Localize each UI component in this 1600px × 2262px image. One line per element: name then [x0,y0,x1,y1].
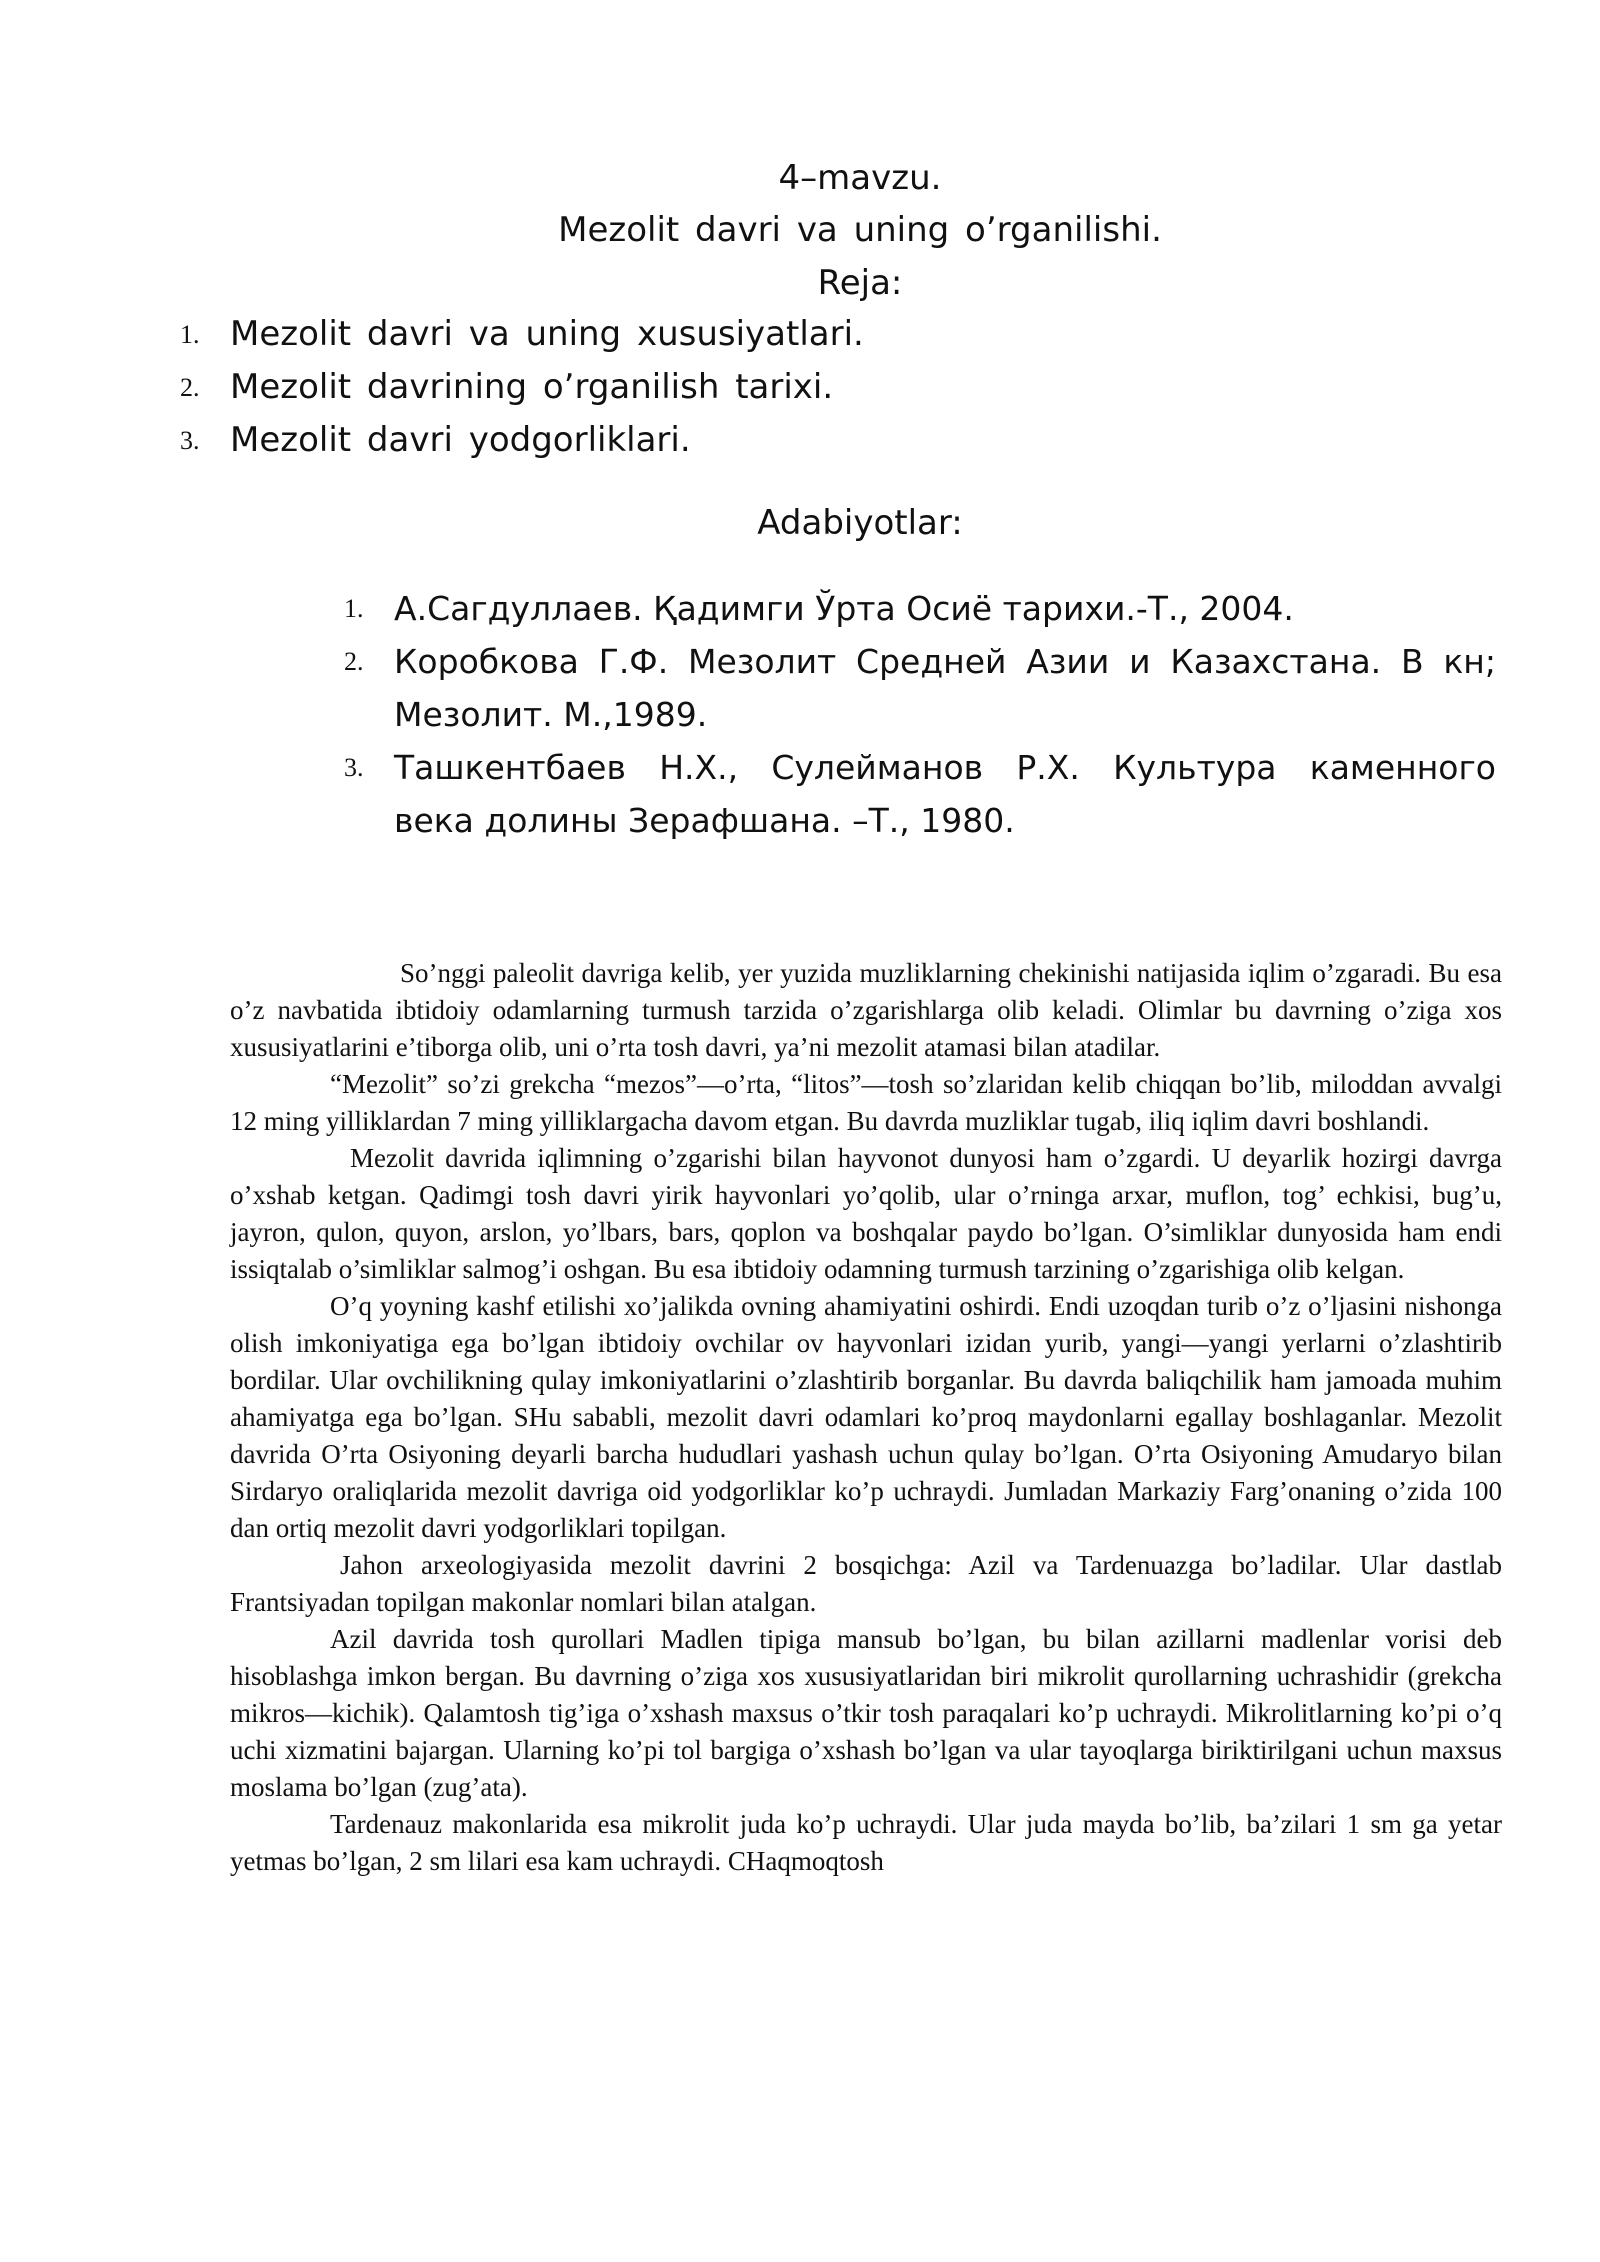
topic-title: Mezolit davri va uning o’rganilishi. [558,210,1162,250]
plan-item [180,414,864,467]
topic-number: 4–mavzu. [778,158,942,198]
literature-item [344,741,1496,847]
literature-item-line: Ташкентбаев Н.Х., Сулейманов Р.Х. Культура каменного [394,748,1496,787]
plan-item [180,308,864,361]
plan-item-number: 2. [180,373,200,402]
plan-item-text: Mezolit davri va uning xususiyatlari. [230,314,864,354]
literature-item-line: А.Сагдуллаев. Қадимги Ўрта Осиё тарихи.-Т., 2004. [394,589,1294,628]
paragraph: So’nggi paleolit davriga kelib, yer yuzida muzliklarning chekinishi natijasida iqlim o’zgaradi. Bu esa o’z navbatida ibtidoiy odamlarning turmush tarzida o’zgarishlarga olib keladi. Olimlar bu davrning o’ziga xos xususiyatlarini e’tiborga olib, uni o’rta tosh davri, ya’ni mezolit atamasi bilan atadilar. [230,958,1502,1062]
plan-item-text: Mezolit davrining o’rganilish tarixi. [230,367,834,407]
literature-item-number: 3. [344,753,364,782]
literature-item-number: 2. [344,647,364,676]
plan-list [180,308,864,467]
literature-item [344,635,1496,741]
literature-item [344,582,1496,635]
paragraph: Jahon arxeologiyasida mezolit davrini 2 bosqichga: Azil va Tardenuazga bo’ladilar. Ular dastlab Frantsiyadan topilgan makonlar nomlari bilan atalgan. [230,1550,1502,1617]
plan-item-number: 3. [180,426,200,455]
body-text [230,955,1502,1880]
paragraph: Mezolit davrida iqlimning o’zgarishi bilan hayvonot dunyosi ham o’zgardi. U deyarlik hozirgi davrga o’xshab ketgan. Qadimgi tosh davri yirik hayvonlari yo’qolib, ular o’rninga arxar, muflon, tog’ echkisi, bug’u, jayron, qulon, quyon, arslon, yo’lbars, bars, qoplon va boshqalar paydo bo’lgan. O’simliklar dunyosida ham endi issiqtalab o’simliklar salmog’i oshgan. Bu esa ibtidoiy odamning turmush tarzining o’zgarishiga olib kelgan. [230,1143,1502,1284]
literature-heading: Adabiyotlar: [757,503,963,543]
plan-item-text: Mezolit davri yodgorliklari. [230,420,691,460]
literature-item-line: Мезолит. М.,1989. [394,695,708,734]
literature-item-line: Коробкова Г.Ф. Мезолит Средней Азии и Казахстана. В кн; [394,642,1496,681]
paragraph: Azil davrida tosh qurollari Madlen tipiga mansub bo’lgan, bu bilan azillarni madlenlar vorisi deb hisoblashga imkon bergan. Bu davrning o’ziga xos xususiyatlaridan biri mikrolit qurollarning uchrashidir (grekcha mikros—kichik). Qalamtosh tig’iga o’xshash maxsus o’tkir tosh paraqalari ko’p uchraydi. Mikrolitlarning ko’pi o’q uchi xizmatini bajargan. Ularning ko’pi tol bargiga o’xshash bo’lgan va ular tayoqlarga biriktirilgani uchun maxsus moslama bo’lgan (zug’ata). [230,1624,1502,1802]
literature-item-number: 1. [344,594,364,623]
literature-item-line: века долины Зерафшана. –Т., 1980. [394,801,1015,840]
paragraph: O’q yoyning kashf etilishi xo’jalikda ovning ahamiyatini oshirdi. Endi uzoqdan turib o’z o’ljasini nishonga olish imkoniyatiga ega bo’lgan ibtidoiy ovchilar ov hayvonlari izidan yurib, yangi—yangi yerlarni o’zlashtirib bordilar. Ular ovchilikning qulay imkoniyatlarini o’zlashtirib borganlar. Bu davrda baliqchilik ham jamoada muhim ahamiyatga ega bo’lgan. SHu sababli, mezolit davri odamlari ko’proq maydonlarni egallay boshlaganlar. Mezolit davrida O’rta Osiyoning deyarli barcha hududlari yashash uchun qulay bo’lgan. O’rta Osiyoning Amudaryo bilan Sirdaryo oraliqlarida mezolit davriga oid yodgorliklar ko’p uchraydi. Jumladan Markaziy Farg’onaning o’zida 100 dan ortiq mezolit davri yodgorliklari topilgan. [230,1291,1502,1543]
plan-item [180,361,864,414]
paragraph: Tardenauz makonlarida esa mikrolit juda ko’p uchraydi. Ular juda mayda bo’lib, ba’zilari 1 sm ga yetar yetmas bo’lgan, 2 sm lilari esa kam uchraydi. CHaqmoqtosh [230,1809,1502,1876]
paragraph: “Mezolit” so’zi grekcha “mezos”—o’rta, “litos”—tosh so’zlaridan kelib chiqqan bo’lib, miloddan avvalgi 12 ming yilliklardan 7 ming yilliklargacha davom etgan. Bu davrda muzliklar tugab, iliq iqlim davri boshlandi. [230,1069,1502,1136]
plan-heading: Reja: [817,263,903,303]
plan-item-number: 1. [180,320,200,349]
literature-list [344,582,1496,847]
